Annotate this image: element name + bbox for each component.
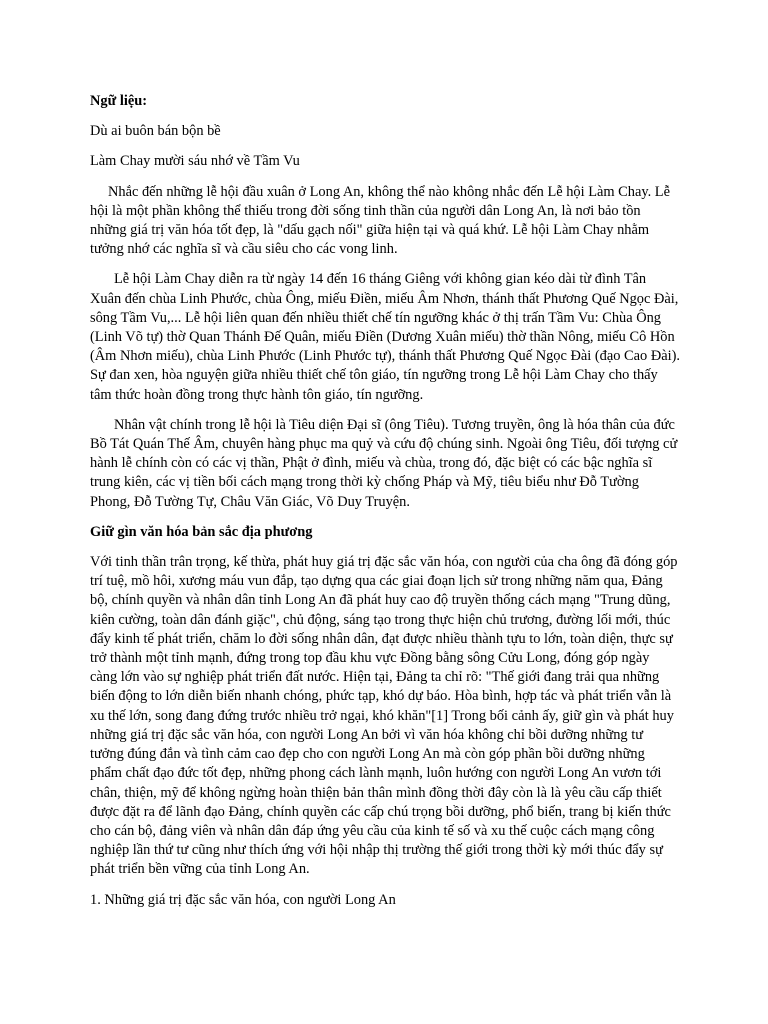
heading-ngu-lieu: Ngữ liệu: [90, 93, 148, 109]
numbered-heading: 1. Những giá trị đặc sắc văn hóa, con người Long An [90, 891, 396, 908]
paragraph-3: Nhân vật chính trong lễ hội là Tiêu diện Đại sĩ (ông Tiêu). Tương truyền, ông là hóa thân của đức Bồ Tát Quán Thế Âm, chuyên hàng phục ma quỷ và cứu độ chúng sinh. Ngoài ông Tiêu, đối tượng cử hành lễ chính còn có các vị thần, Phật ở đình, miếu và chùa, trong đó, đặc biệt có các bậc nghĩa sĩ trung kiên, các vị tiền bối cách mạng trong thời kỳ chống Pháp và Mỹ, tiêu biểu như Đỗ Tường Phong, Đỗ Tường Tự, Châu Văn Giác, Võ Duy Truyện. [90, 416, 678, 510]
paragraph-4: Với tinh thần trân trọng, kế thừa, phát huy giá trị đặc sắc văn hóa, con người của cha ông đã đóng góp trí tuệ, mồ hôi, xương máu vun đắp, tạo dựng qua các giai đoạn lịch sử trong những năm qua, Đảng bộ, chính quyền và nhân dân tỉnh Long An đã phát huy cao độ truyền thống cách mạng "Trung dũng, kiên cường, toàn dân đánh giặc", chủ động, sáng tạo trong thực hiện chủ trương, đường lối mới, thúc đẩy kinh tế phát triển, chăm lo đời sống nhân dân, đạt được nhiều thành tựu to lớn, toàn diện, thực sự trở thành một tỉnh mạnh, đứng trong top đầu khu vực Đồng bằng sông Cửu Long, đóng góp ngày càng lớn vào sự nghiệp phát triển đất nước. Hiện tại, Đảng ta chỉ rõ: "Thế giới đang trải qua những biến động to lớn diễn biến nhanh chóng, phức tạp, khó dự báo. Hòa bình, hợp tác và phát triển vẫn là xu thế lớn, song đang đứng trước nhiều trở ngại, khó khăn"[1] Trong bối cảnh ấy, giữ gìn và phát huy những giá trị đặc sắc văn hóa, con người Long An bởi vì văn hóa không chỉ bồi dưỡng những tư tưởng đúng đắn và tình cảm cao đẹp cho con người Long An mà còn góp phần bồi dưỡng những phẩm chất đạo đức tốt đẹp, những phong cách lành mạnh, luôn hướng con người Long An vươn tới chân, thiện, mỹ để không ngừng hoàn thiện bản thân mình đồng thời đây còn là là yêu cầu cấp thiết được đặt ra để lãnh đạo Đảng, chính quyền các cấp chú trọng bồi dưỡng, phổ biến, trang bị kiến thức cho cán bộ, đảng viên và nhân dân đáp ứng yêu cầu của kinh tế số và xu thế cuộc cách mạng công nghiệp lần thứ tư cũng như thích ứng với hội nhập thị trường thế giới trong thời kỳ mới thúc đẩy sự phát triển bền vững của tỉnh Long An. [90, 554, 678, 878]
paragraph-2: Lễ hội Làm Chay diễn ra từ ngày 14 đến 16 tháng Giêng với không gian kéo dài từ đình Tân Xuân đến chùa Linh Phước, chùa Ông, miếu Điền, miếu Âm Nhơn, thánh thất Phương Quế Ngọc Đài, sông Tầm Vu,... Lễ hội liên quan đến nhiều thiết chế tín ngưỡng khác ở thị trấn Tầm Vu: Chùa Ông (Linh Võ tự) thờ Quan Thánh Đế Quân, miếu Điền (Dương Xuân miếu) thờ thần Nông, miếu Cô Hồn (Âm Nhơn miếu), chùa Linh Phước (Linh Phước tự), thánh thất Phương Quế Ngọc Đài (đạo Cao Đài). Sự đan xen, hòa nguyện giữa nhiều thiết chế tôn giáo, tín ngưỡng trong Lễ hội Làm Chay cho thấy tâm thức hoàn đồng trong thực hành tôn giáo, tín ngưỡng. [90, 271, 680, 403]
verse-line-2: Làm Chay mười sáu nhớ về Tầm Vu [90, 153, 300, 170]
document-page [90, 92, 680, 910]
verse-line-1: Dù ai buôn bán bộn bề [90, 123, 221, 140]
paragraph-1: Nhắc đến những lễ hội đầu xuân ở Long An, không thể nào không nhắc đến Lễ hội Làm Chay. Lễ hội là một phần không thể thiếu trong đời sống tinh thần của người dân Long An, là nơi bảo tồn những giá trị văn hóa tốt đẹp, là "dấu gạch nối" giữa hiện tại và quá khứ. Lễ hội Làm Chay nhằm tưởng nhớ các nghĩa sĩ và cầu siêu cho các vong linh. [90, 183, 670, 258]
section-heading: Giữ gìn văn hóa bản sắc địa phương [90, 523, 313, 540]
